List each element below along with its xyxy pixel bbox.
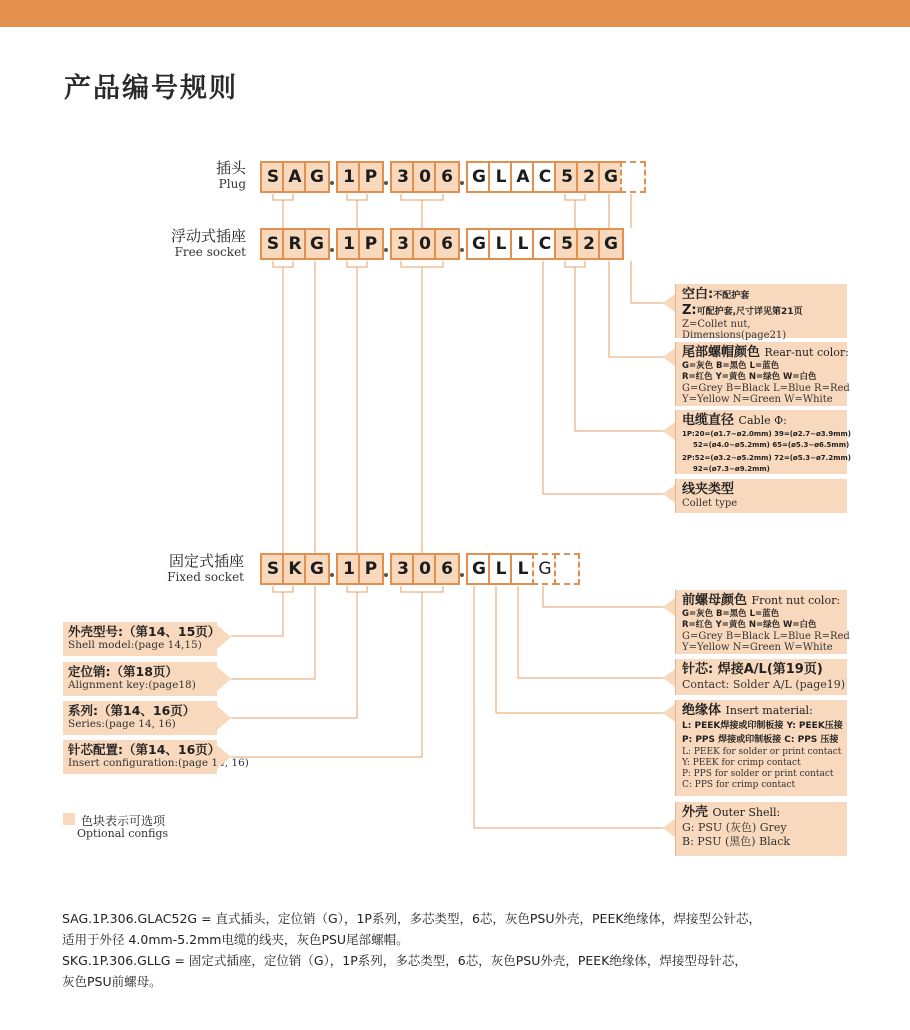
row-label-cn: 浮动式插座 [170, 227, 246, 245]
info-box-cn: 92=(ø7.3~ø9.2mm) [693, 465, 770, 473]
info-box-en: Z=Collet nut, [682, 319, 751, 330]
connector [496, 586, 675, 713]
bracket [565, 194, 585, 200]
info-box-outer-shell [675, 802, 847, 856]
connector [575, 267, 675, 431]
connector [518, 586, 675, 678]
info-box-en: Y: PEEK for crimp contact [682, 758, 801, 768]
code-char-box: 3 [390, 553, 416, 585]
legend-swatch [63, 813, 75, 825]
info-box-cn: 2P:52=(ø3.2~ø5.2mm) 72=(ø5.3~ø7.2mm) [682, 454, 851, 462]
code-char-box: 2 [576, 228, 602, 260]
row-label-cn: 插头 [215, 159, 246, 177]
info-box-en: Insert configuration:(page 14, 16) [68, 757, 249, 769]
row-label-en: Plug [218, 177, 246, 191]
info-box-contact [675, 659, 847, 695]
info-box-heading: 前螺母颜色 Front nut color: [682, 593, 841, 608]
info-box-rear-nut-color [675, 342, 850, 406]
code-char-box: P [358, 161, 384, 193]
info-box-en: P: PPS for solder or print contact [682, 769, 834, 779]
code-char-box: 6 [434, 228, 460, 260]
connector [231, 592, 283, 636]
code-char-box: 1 [336, 161, 362, 193]
info-box-heading: 电缆直径 Cable Φ: [682, 413, 787, 428]
code-char-box: G [304, 161, 330, 193]
code-char-box: S [260, 553, 286, 585]
connector [231, 592, 422, 757]
description-line: SAG.1P.306.GLAC52G = 直式插头，定位销（G），1P系列，多芯类型，6芯，灰色PSU外壳，PEEK绝缘体，焊接型公针芯， [62, 911, 762, 926]
info-box-heading: 绝缘体 Insert material: [682, 703, 813, 718]
info-box-heading: 针芯配置:（第14、16页） [68, 742, 221, 757]
code-char-box: L [488, 161, 514, 193]
info-box-shell-model [63, 622, 221, 656]
info-box-line: Z:可配护套,尺寸详见第21页 [682, 303, 803, 318]
code-char-box: S [260, 161, 286, 193]
info-box-en: Shell model:(page 14,15) [68, 639, 202, 651]
info-box-alignment-key [63, 662, 217, 696]
code-char-box: G [598, 228, 624, 260]
connector [474, 586, 675, 828]
code-char-box: S [260, 228, 286, 260]
code-char-box: G [304, 553, 330, 585]
info-box-en: Contact: Solder A/L (page19) [682, 678, 846, 691]
code-char-box: 1 [336, 228, 362, 260]
code-char-box: G [466, 161, 492, 193]
code-char-box: L [488, 228, 514, 260]
code-char-box: 3 [390, 161, 416, 193]
info-box-cn: 52=(ø4.0~ø5.2mm) 65=(ø5.3~ø6.5mm) [693, 441, 850, 449]
info-box-heading: 外壳 Outer Shell: [682, 805, 781, 820]
info-box-en: Alignment key:(page18) [68, 679, 196, 691]
code-char-box: C [532, 228, 558, 260]
legend-label-cn: 色块表示可选项 [81, 814, 166, 828]
code-char-box: P [358, 228, 384, 260]
code-char-box: 5 [554, 228, 580, 260]
bracket [401, 194, 443, 200]
code-char-box: 6 [434, 161, 460, 193]
info-box-en: G=Grey B=Black L=Blue R=Red [682, 383, 850, 394]
info-box-heading: 针芯: 焊接A/L(第19页) [682, 662, 823, 677]
code-char-box: R [282, 228, 308, 260]
code-char-box: 5 [554, 161, 580, 193]
row-label-en: Free socket [174, 245, 246, 259]
info-box-en: Collet type [682, 498, 738, 509]
info-box-cn: P: PPS 焊接或印制板接 C: PPS 压接 [682, 735, 839, 745]
code-char-box: L [488, 553, 514, 585]
description [62, 908, 852, 992]
info-box-heading: 空白:不配护套 [682, 287, 750, 302]
code-char-box: 6 [434, 553, 460, 585]
description-line: 灰色PSU前螺母。 [62, 974, 162, 989]
info-box-en: Y=Yellow N=Green W=White [682, 642, 833, 653]
info-box-collet-type [675, 479, 847, 513]
info-box-cn: L: PEEK焊接或印制板接 Y: PEEK压接 [682, 721, 843, 731]
info-box-heading: 系列:（第14、16页） [68, 703, 196, 718]
info-box-en: L: PEEK for solder or print contact [682, 747, 842, 757]
info-box-insert-configuration [63, 740, 249, 774]
info-box-cn: R=红色 Y=黄色 N=绿色 W=白色 [682, 620, 817, 630]
info-box-heading: 外壳型号:（第14、15页） [68, 624, 221, 639]
info-box-en: Dimensions(page21) [682, 330, 787, 341]
code-char-box-optional: G [532, 553, 558, 585]
pointer-arrow [217, 706, 231, 730]
code-char-box: K [282, 553, 308, 585]
row-label-en: Fixed socket [167, 570, 244, 584]
connector [231, 586, 315, 679]
info-box-insert-material [675, 700, 847, 796]
info-box-front-nut-color [675, 590, 850, 654]
row-label-cn: 固定式插座 [168, 552, 244, 570]
info-box-en: G=Grey B=Black L=Blue R=Red [682, 631, 850, 642]
description-line: SKG.1P.306.GLLG = 固定式插座，定位销（G），1P系列，多芯类型，6芯，灰色PSU外壳，PEEK绝缘体，焊接型母针芯， [62, 953, 747, 968]
info-box-cn: 1P:20=(ø1.7~ø2.0mm) 39=(ø2.7~ø3.9mm) [682, 430, 851, 438]
code-char-box: 2 [576, 161, 602, 193]
code-char-box: 3 [390, 228, 416, 260]
info-box-en: Y=Yellow N=Green W=White [682, 394, 833, 405]
bracket [347, 586, 367, 592]
code-char-box: 1 [336, 553, 362, 585]
connector [543, 586, 675, 607]
bracket [347, 194, 367, 200]
info-box-cable-diameter [675, 410, 851, 474]
info-box-en: B: PSU (黑色) Black [682, 835, 791, 848]
bracket [565, 261, 585, 267]
code-char-box: G [598, 161, 624, 193]
code-char-box: G [304, 228, 330, 260]
bracket [347, 261, 367, 267]
bracket [273, 194, 293, 200]
code-char-box: L [510, 228, 536, 260]
page-title: 产品编号规则 [64, 73, 238, 104]
code-char-box: G [466, 228, 492, 260]
code-char-box: 0 [412, 161, 438, 193]
bracket [273, 586, 293, 592]
info-box-heading: 尾部螺帽颜色 Rear-nut color: [682, 345, 849, 360]
info-box-en: G: PSU (灰色) Grey [682, 821, 787, 834]
info-box-cn: R=红色 Y=黄色 N=绿色 W=白色 [682, 372, 817, 382]
bracket [401, 586, 443, 592]
info-box-series [63, 701, 217, 735]
pointer-arrow [217, 625, 231, 649]
bracket [401, 261, 443, 267]
bracket [273, 261, 293, 267]
info-box-heading: 线夹类型 [682, 482, 735, 497]
info-box-cn: G=灰色 B=黑色 L=蓝色 [682, 609, 780, 619]
description-line: 适用于外径 4.0mm-5.2mm电缆的线夹，灰色PSU尾部螺帽。 [62, 932, 409, 947]
code-char-box: 0 [412, 228, 438, 260]
code-char-box: 0 [412, 553, 438, 585]
info-box-heading: 定位销:（第18页） [68, 664, 178, 679]
connector [231, 592, 357, 718]
code-char-box: P [358, 553, 384, 585]
code-char-box: A [510, 161, 536, 193]
info-box-en: Series:(page 14, 16) [68, 718, 176, 730]
code-char-box: C [532, 161, 558, 193]
info-box-blank-collet [675, 284, 847, 341]
info-box-cn: G=灰色 B=黑色 L=蓝色 [682, 361, 780, 371]
code-char-box: G [466, 553, 492, 585]
code-char-box: L [510, 553, 536, 585]
info-box-en: C: PPS for crimp contact [682, 780, 796, 790]
pointer-arrow [217, 745, 231, 769]
code-char-box: A [282, 161, 308, 193]
pointer-arrow [217, 667, 231, 691]
legend-label-en: Optional configs [77, 827, 169, 840]
